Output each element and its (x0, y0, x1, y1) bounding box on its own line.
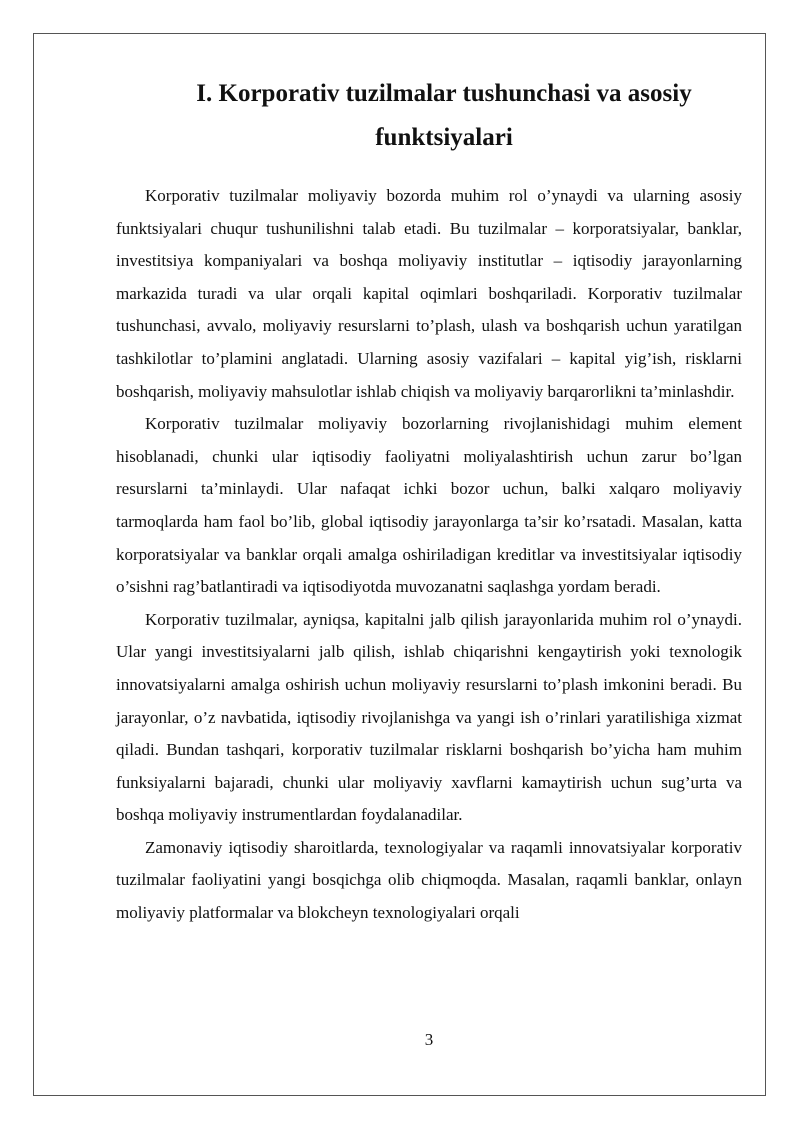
section-title: I. Korporativ tuzilmalar tushunchasi va asosiy funktsiyalari (196, 80, 692, 151)
paragraph-3: Korporativ tuzilmalar, ayniqsa, kapitalni jalb qilish jarayonlarida muhim rol o’ynaydi. Ular yangi investitsiyalarni jalb qilish, ishlab chiqarishni kengaytirish yoki texnologik innovatsiyalarni amalga oshirish uchun moliyaviy resurslarni to’plash imkonini beradi. Bu jarayonlar, o’z navbatida, iqtisodiy rivojlanishga va yangi ish o’rinlari yaratilishiga xizmat qiladi. Bundan tashqari, korporativ tuzilmalar risklarni boshqarish bo’yicha ham muhim funksiyalarni bajaradi, chunki ular moliyaviy xavflarni kamaytirish uchun sug’urta va boshqa moliyaviy instrumentlardan foydalanadilar. (116, 609, 742, 825)
paragraph-1: Korporativ tuzilmalar moliyaviy bozorda muhim rol o’ynaydi va ularning asosiy funktsiyalari chuqur tushunilishni talab etadi. Bu tuzilmalar – korporatsiyalar, banklar, investitsiya kompaniyalari va boshqa moliyaviy institutlar – iqtisodiy jarayonlarning markazida turadi va ular orqali kapital oqimlari boshqariladi. Korporativ tuzilmalar tushunchasi, avvalo, moliyaviy resurslarni to’plash, ulash va boshqarish uchun yaratilgan tashkilotlar to’plamini anglatadi. Ularning asosiy vazifalari – kapital yig’ish, risklarni boshqarish, moliyaviy mahsulotlar ishlab chiqish va moliyaviy barqarorlikni ta’minlashdir. (116, 186, 742, 401)
page-number: 3 (424, 1030, 434, 1049)
paragraph-4: Zamonaviy iqtisodiy sharoitlarda, texnologiyalar va raqamli innovatsiyalar korporativ tuzilmalar faoliyatini yangi bosqichga olib chiqmoqda. Masalan, raqamli banklar, onlayn moliyaviy platformalar va blokcheyn texnologiyalari orqali (116, 837, 742, 923)
document-body (116, 72, 742, 930)
paragraphs (116, 180, 742, 930)
paragraph-2: Korporativ tuzilmalar moliyaviy bozorlarning rivojlanishidagi muhim element hisoblanadi, chunki ular iqtisodiy faoliyatni moliyalashtirish uchun zarur bo’lgan resurslarni ta’minlaydi. Ular nafaqat ichki bozor uchun, balki xalqaro moliyaviy tarmoqlarda ham faol bo’lib, global iqtisodiy jarayonlarga ta’sir ko’rsatadi. Masalan, katta korporatsiyalar va banklar orqali amalga oshiriladigan kreditlar va investitsiyalar iqtisodiy o’sishni rag’batlantiradi va iqtisodiyotda muvozanatni saqlashga yordam beradi. (116, 414, 742, 597)
